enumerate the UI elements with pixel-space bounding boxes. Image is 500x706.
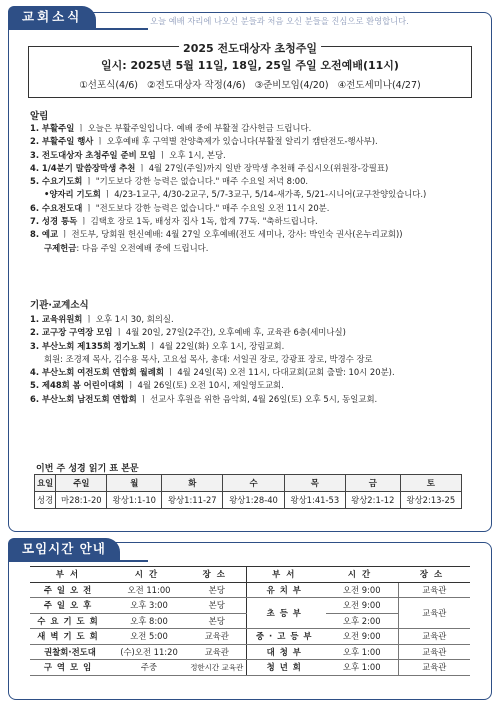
meeting-header-row xyxy=(30,567,470,583)
org-news-item: 회원: 조경제 목사, 김수용 목사, 고요섭 목사, 총대: 서일권 장로, 강광표 장로, 박경수 장로 xyxy=(44,353,373,364)
table-row xyxy=(30,660,470,676)
table-row xyxy=(30,582,470,598)
invitation-banner xyxy=(28,42,472,98)
bible-day: 화 xyxy=(162,475,223,492)
notice-item: 3. 전도대상자 초청주일 준비 모임 ㅣ 오후 1시, 본당. xyxy=(30,149,226,160)
place-cell: 본당 xyxy=(188,598,246,614)
org-news-item: 1. 교육위원회 ㅣ 오후 1시 30, 회의실. xyxy=(30,314,174,324)
time-cell: 오전 9:00 xyxy=(326,582,398,598)
time-cell: (수)오전 11:20 xyxy=(110,644,188,660)
notices-heading: 알림 xyxy=(30,111,49,122)
dept-cell: 청년회 xyxy=(246,660,326,676)
welcome-tagline: 오늘 예배 자리에 나오신 분들과 처음 오신 분들을 진심으로 환영합니다. xyxy=(150,16,409,26)
banner-item: ④전도세미나(4/27) xyxy=(337,80,421,91)
bible-passage: 왕상1:1-10 xyxy=(107,492,162,509)
place-cell: 교육관 xyxy=(398,629,470,645)
place-cell: 교육관 xyxy=(398,582,470,598)
notice-item: •양자리 기도회 ㅣ 4/23-1교구, 4/30-2교구, 5/7-3교구, 5/14-새가족, 5/21-시니어(교구찬양있습니다.) xyxy=(44,189,427,200)
notice-item: 2. 부활주일 행사 ㅣ 오후예배 후 구역별 찬양축제가 있습니다(부활절 알리기 캠탄전도-행사부). xyxy=(30,136,378,147)
column-header: 부서 xyxy=(30,567,110,583)
dept-cell: 주일오전 xyxy=(30,582,110,598)
notice-item: 1. 부활주일 ㅣ 오늘은 부활주일입니다. 예배 중에 부활절 감사헌금 드립니다. xyxy=(30,123,312,133)
time-cell: 주중 xyxy=(110,660,188,676)
column-header: 시간 xyxy=(326,567,398,583)
place-cell: 교육관 xyxy=(188,644,246,660)
bible-day: 토 xyxy=(400,475,461,492)
column-header: 부서 xyxy=(246,567,326,583)
dept-cell: 새벽기도회 xyxy=(30,629,110,645)
place-cell: 교육관 xyxy=(398,598,470,629)
column-header: 시간 xyxy=(110,567,188,583)
place-cell: 교육관 xyxy=(188,629,246,645)
time-cell: 오전 9:00 xyxy=(326,598,398,614)
notice-item: 5. 수요기도회 ㅣ "기도보다 강한 능력은 없습니다." 매주 수요일 저녁 8:00. xyxy=(30,176,309,187)
notice-item: 구제헌금: 다음 주일 오전예배 중에 드립니다. xyxy=(44,242,209,253)
column-header: 장소 xyxy=(188,567,246,583)
table-row xyxy=(30,598,470,614)
tab-underline xyxy=(8,560,148,562)
time-cell: 오전 5:00 xyxy=(110,629,188,645)
banner-schedule xyxy=(29,77,471,91)
dept-cell: 초등부 xyxy=(246,598,326,629)
bible-day: 수 xyxy=(223,475,284,492)
time-cell: 오후 1:00 xyxy=(326,644,398,660)
time-cell: 오후 2:00 xyxy=(326,613,398,629)
bible-passage: 왕상1:41-53 xyxy=(284,492,345,509)
time-cell: 오전 9:00 xyxy=(326,629,398,645)
meetings-tab: 모임시간 안내 xyxy=(8,538,120,560)
bible-reading-title: 이번 주 성경 읽기 표 본문 xyxy=(36,464,139,474)
banner-item: ②전도대상자 작정(4/6) xyxy=(147,80,246,91)
time-cell: 오전 11:00 xyxy=(110,582,188,598)
place-cell: 교육관 xyxy=(398,644,470,660)
place-cell: 정한시간 교육관 xyxy=(188,660,246,676)
dept-cell: 중·고등부 xyxy=(246,629,326,645)
banner-title: 2025 전도대상자 초청주일 xyxy=(179,40,321,56)
column-header: 장소 xyxy=(398,567,470,583)
org-news-list xyxy=(30,313,472,406)
notice-item: 8. 예교 ㅣ 전도부, 당회원 헌신예배: 4월 27일 오후예배(전도 세미나, 강사: 박인숙 권사(온누리교회)) xyxy=(30,229,403,240)
tab-underline xyxy=(8,28,148,30)
place-cell: 본당 xyxy=(188,613,246,629)
bible-day: 금 xyxy=(345,475,400,492)
bible-day: 목 xyxy=(284,475,345,492)
table-row xyxy=(30,629,470,645)
banner-date-line: 일시: 2025년 5월 11일, 18일, 25일 주일 오전예배(11시) xyxy=(101,59,399,72)
dept-cell: 주일오후 xyxy=(30,598,110,614)
org-news-item: 6. 부산노회 남전도회 연합회 ㅣ 선교사 후원을 위한 음악회, 4월 26일(토) 오후 5시, 동일교회. xyxy=(30,393,378,404)
time-cell: 오후 8:00 xyxy=(110,613,188,629)
notices-list xyxy=(30,122,472,255)
dept-cell: 권찰회·전도대 xyxy=(30,644,110,660)
bible-day: 주일 xyxy=(56,475,107,492)
org-news-item: 4. 부산노회 여전도회 연합회 월례회 ㅣ 4월 24일(목) 오전 11시, 다대교회(교회 출발: 10시 20분). xyxy=(30,367,395,378)
table-row xyxy=(30,644,470,660)
bible-days-row xyxy=(35,475,462,492)
dept-cell: 구역모임 xyxy=(30,660,110,676)
dept-cell: 유치부 xyxy=(246,582,326,598)
time-cell: 오후 3:00 xyxy=(110,598,188,614)
bible-passage: 왕상1:11-27 xyxy=(162,492,223,509)
bible-passage: 성경 xyxy=(35,492,56,509)
place-cell: 본당 xyxy=(188,582,246,598)
org-news-heading: 기관·교계소식 xyxy=(30,300,89,311)
time-cell: 오후 1:00 xyxy=(326,660,398,676)
org-news-item: 3. 부산노회 제135회 정기노회 ㅣ 4월 22일(화) 오후 1시, 장림교회. xyxy=(30,340,285,351)
dept-cell: 대청부 xyxy=(246,644,326,660)
bible-passage: 마28:1-20 xyxy=(56,492,107,509)
org-news-item: 5. 제48회 봄 어린이대회 ㅣ 4월 26일(토) 오전 10시, 제일영도교회. xyxy=(30,380,284,391)
place-cell: 교육관 xyxy=(398,660,470,676)
notice-item: 7. 성경 통독 ㅣ 김택호 장로 1독, 배성자 집사 1독, 합계 77독. "축하드립니다. xyxy=(30,216,318,227)
notice-item: 4. 1/4분기 말씀장막생 추천 ㅣ 4월 27일(주일)까지 일반 장막생 추천해 주십시오(위원장-강필표) xyxy=(30,162,389,173)
bible-day: 요일 xyxy=(35,475,56,492)
notice-item: 6. 수요전도대 ㅣ "전도보다 강한 능력은 없습니다." 매주 수요일 오전 11시 20분. xyxy=(30,202,330,213)
bible-reading-table xyxy=(34,474,462,509)
banner-item: ①선포식(4/6) xyxy=(79,80,139,91)
bible-passage: 왕상2:13-25 xyxy=(400,492,461,509)
bible-passages-row xyxy=(35,492,462,509)
banner-item: ③준비모임(4/20) xyxy=(254,80,329,91)
meeting-schedule-table xyxy=(30,566,470,676)
bible-passage: 왕상2:1-12 xyxy=(345,492,400,509)
bible-passage: 왕상1:28-40 xyxy=(223,492,284,509)
church-news-tab: 교회소식 xyxy=(8,6,96,28)
org-news-item: 2. 교구장 구역장 모임 ㅣ 4월 20일, 27일(2주간), 오후예배 후, 교육관 6층(세미나실) xyxy=(30,327,346,338)
bible-day: 월 xyxy=(107,475,162,492)
dept-cell: 수요기도회 xyxy=(30,613,110,629)
